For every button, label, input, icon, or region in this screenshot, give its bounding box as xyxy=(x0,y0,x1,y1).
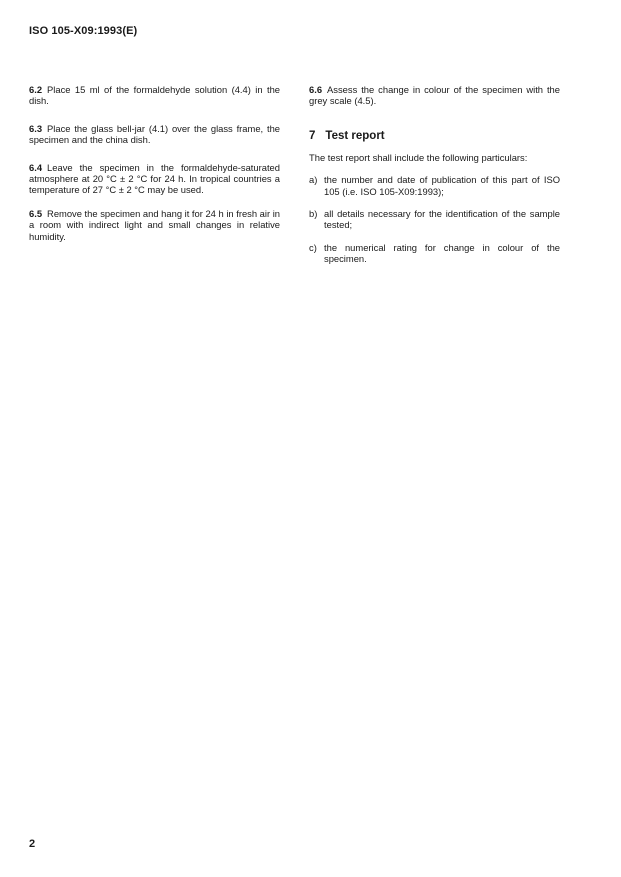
left-column xyxy=(29,84,280,254)
clause-6-4 xyxy=(29,162,280,196)
page-number: 2 xyxy=(29,838,36,850)
document-header: ISO 105-X09:1993(E) xyxy=(29,25,138,37)
section-intro: The test report shall include the following particulars: xyxy=(309,151,528,163)
clause-number: 6.6 xyxy=(309,84,323,95)
clause-text: Remove the specimen and hang it for 24 h in fresh air in a room with indirect light and small changes in relative humidity. xyxy=(29,207,280,242)
clause-6-3 xyxy=(29,123,280,146)
clause-6-5 xyxy=(29,208,280,242)
list-item-text: the number and date of publication of this part of ISO 105 (i.e. ISO 105-X09:1993); xyxy=(324,174,560,197)
section-title: Test report xyxy=(325,129,385,142)
clause-text: Place the glass bell-jar (4.1) over the glass frame, the specimen and the china dish. xyxy=(29,122,280,146)
clause-number: 6.2 xyxy=(29,84,43,95)
list-marker: c) xyxy=(309,241,317,253)
clause-text: Assess the change in colour of the specimen with the grey scale (4.5). xyxy=(309,84,560,107)
list-item xyxy=(309,208,560,231)
list-item-text: the numerical rating for change in colour of the specimen. xyxy=(324,241,560,265)
list-marker: b) xyxy=(309,208,318,220)
clause-number: 6.3 xyxy=(29,122,43,134)
clause-number: 6.4 xyxy=(29,161,43,173)
clause-text: Leave the specimen in the formaldehyde-saturated atmosphere at 20 °C ± 2 °C for 24 h. In tropical countries a temperature of 27 °C ± 2 °C may be used. xyxy=(29,161,280,196)
section-heading-test-report xyxy=(309,129,560,143)
clause-6-2 xyxy=(29,84,280,107)
list-marker: a) xyxy=(309,174,318,186)
clause-number: 6.5 xyxy=(29,207,43,219)
list-item-text: all details necessary for the identification of the sample tested; xyxy=(324,208,560,231)
clause-6-6 xyxy=(309,84,560,107)
section-number: 7 xyxy=(309,129,316,142)
list-item xyxy=(309,242,560,265)
list-item xyxy=(309,174,560,197)
right-column xyxy=(309,84,560,276)
clause-text: Place 15 ml of the formaldehyde solution (4.4) in the dish. xyxy=(29,84,280,107)
